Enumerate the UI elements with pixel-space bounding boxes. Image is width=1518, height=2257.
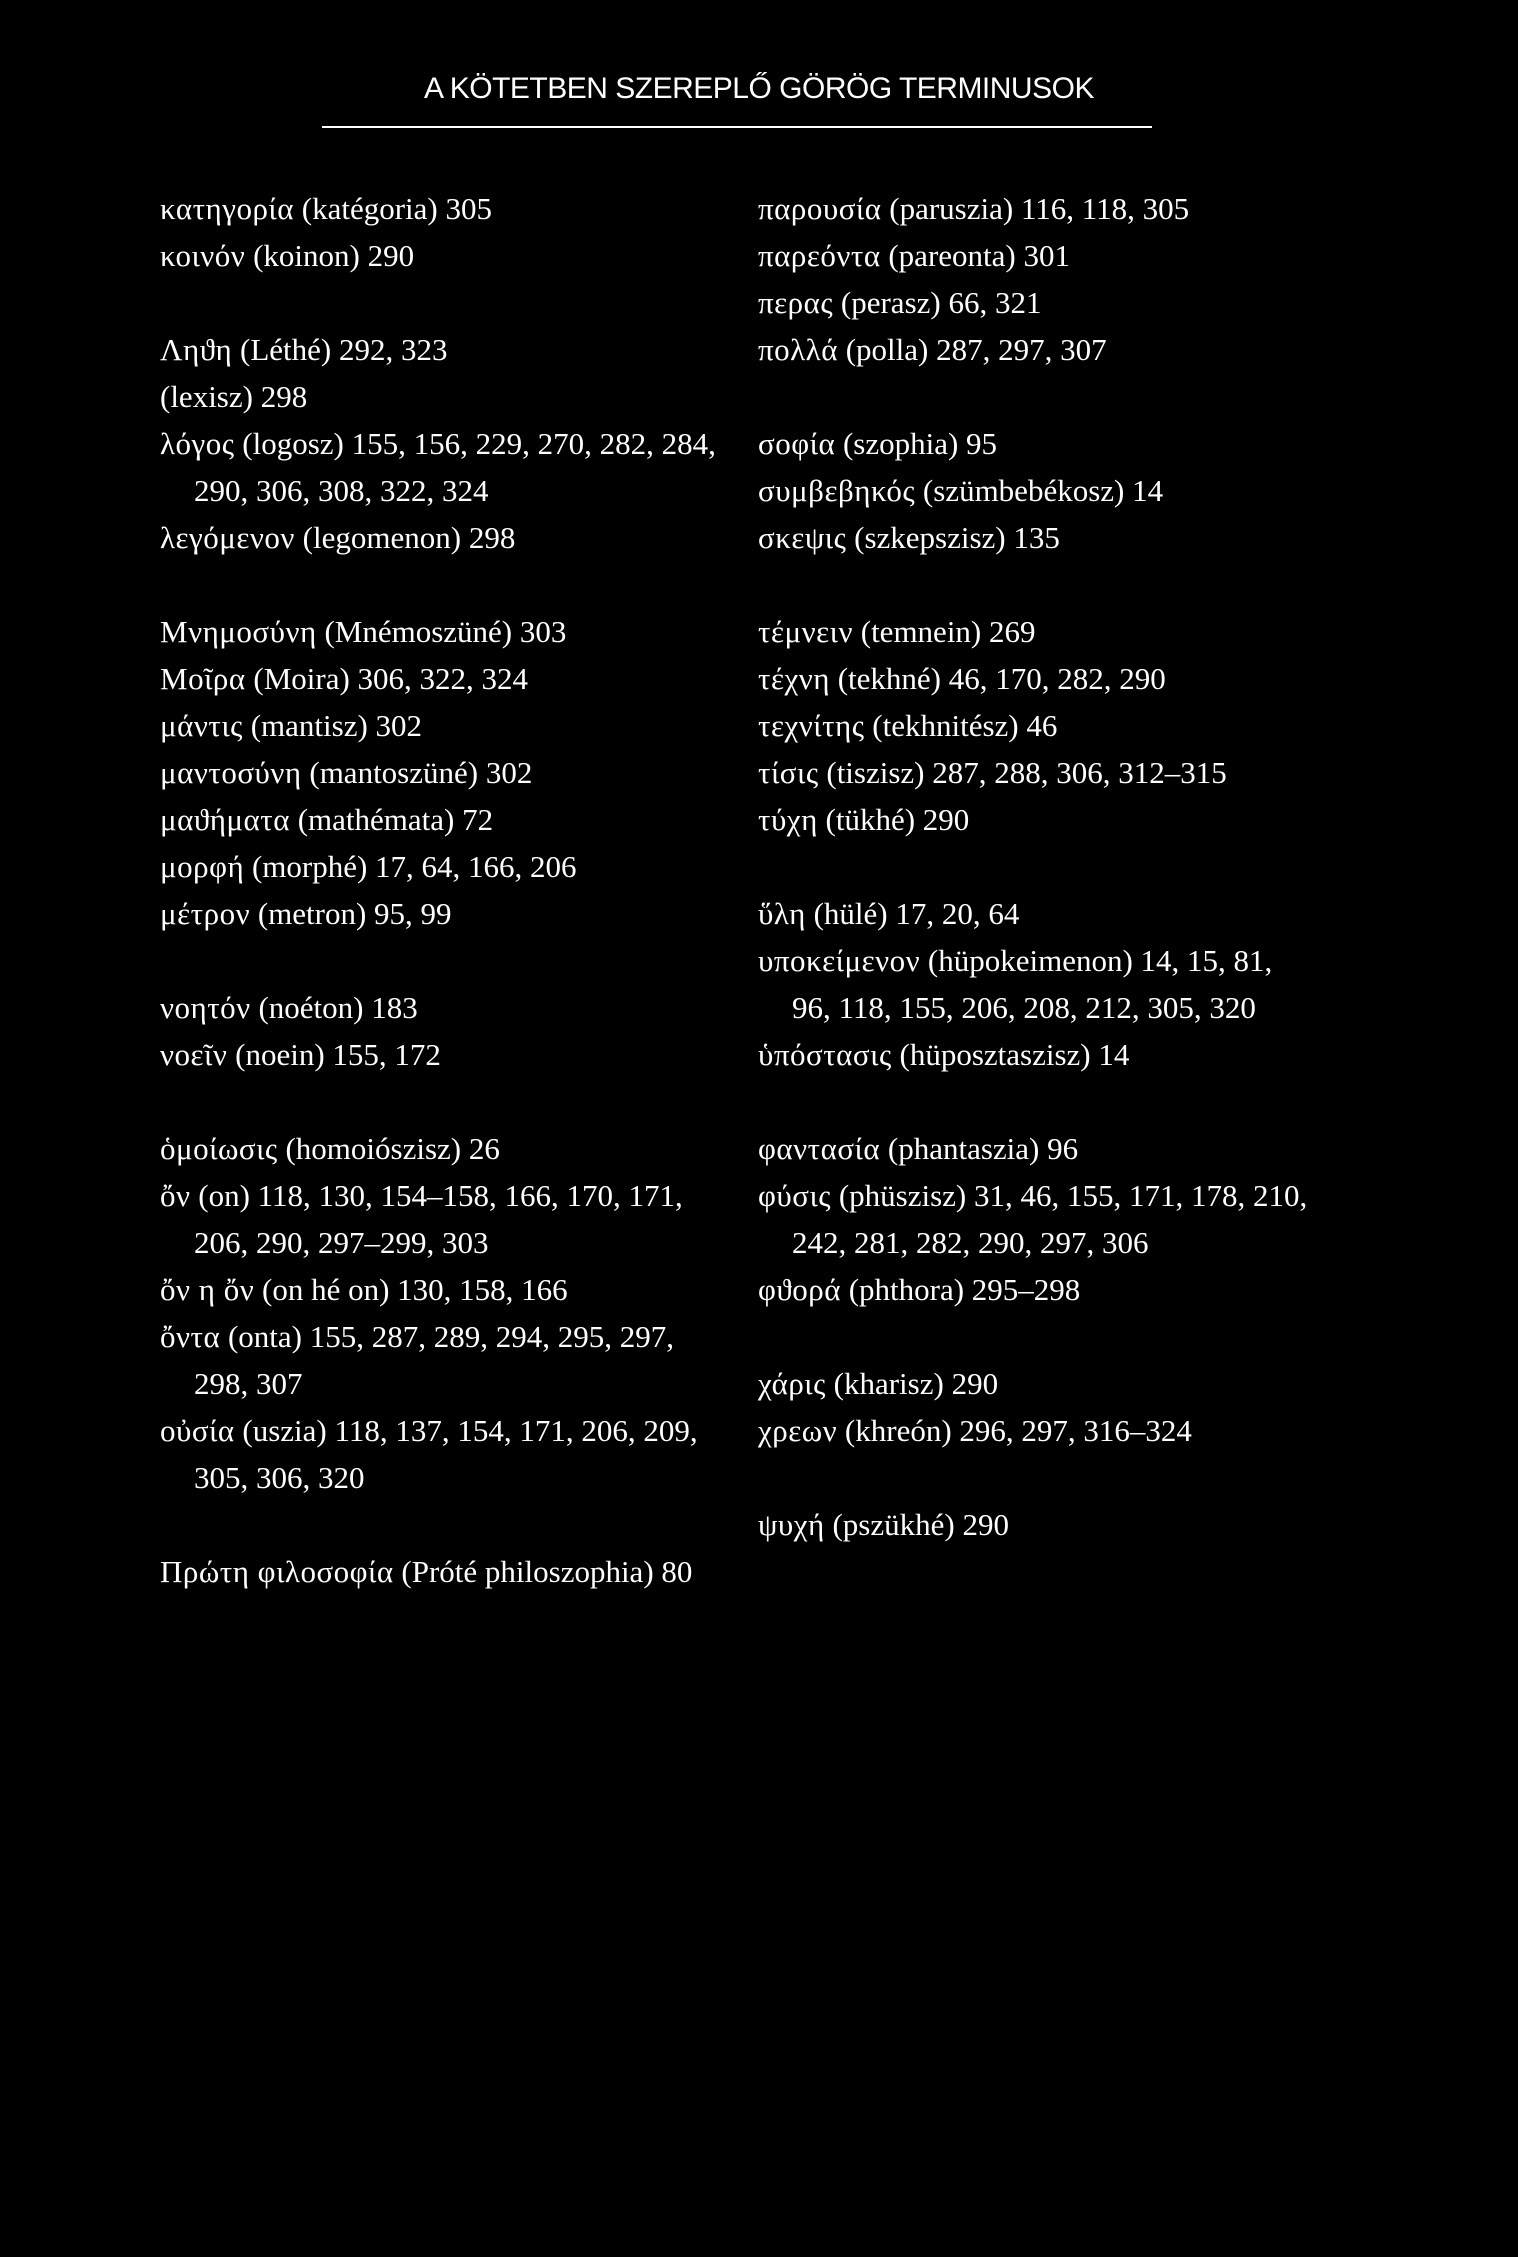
index-entry [160, 1266, 720, 1313]
greek-term: λόγος [160, 426, 235, 461]
entry-details: (katégoria) 305 [294, 191, 492, 226]
index-entry [160, 326, 720, 373]
index-entry [758, 420, 1318, 467]
entry-details: (mathémata) 72 [289, 802, 494, 837]
greek-term: ὑπόστασις [758, 1037, 892, 1072]
index-entry [160, 1407, 720, 1501]
entry-details: (paruszia) 116, 118, 305 [881, 191, 1190, 226]
entry-details: (szümbebékosz) 14 [915, 473, 1164, 508]
index-entry [160, 984, 720, 1031]
index-entry [160, 1313, 720, 1407]
greek-term: κοινόν [160, 238, 246, 273]
index-entry [160, 232, 720, 279]
greek-term: ὄν η ὄν [160, 1272, 255, 1307]
greek-term: σοφία [758, 426, 836, 461]
greek-term: μάντις [160, 708, 243, 743]
greek-term: ὄντα [160, 1319, 221, 1354]
entry-details: (lexisz) 298 [160, 379, 308, 414]
greek-term: σκεψις [758, 520, 847, 555]
greek-term: νοεῖν [160, 1037, 228, 1072]
entry-details: (Moira) 306, 322, 324 [245, 661, 529, 696]
greek-term: φύσις [758, 1178, 832, 1213]
entry-details: (phthora) 295–298 [840, 1272, 1081, 1307]
index-entry [758, 1172, 1318, 1266]
index-entry [160, 702, 720, 749]
index-entry [160, 514, 720, 561]
index-entry [160, 890, 720, 937]
greek-term: νοητόν [160, 990, 251, 1025]
entry-details: (logosz) 155, 156, 229, 270, 282, 284, 290, 306, 308, 322, 324 [194, 426, 716, 508]
index-entry [758, 937, 1318, 1031]
greek-term: συμβεβηκός [758, 473, 916, 508]
entry-details: (Próté philoszophia) 80 [393, 1554, 693, 1589]
greek-term: τύχη [758, 802, 818, 837]
index-entry [758, 1031, 1318, 1078]
greek-term: τίσις [758, 755, 819, 790]
entry-details: (Léthé) 292, 323 [232, 332, 448, 367]
greek-term: τέχνη [758, 661, 830, 696]
entry-details: (mantisz) 302 [242, 708, 423, 743]
greek-term: φαντασία [758, 1131, 881, 1166]
index-entry [758, 279, 1318, 326]
entry-details: (legomenon) 298 [294, 520, 516, 555]
greek-term: οὐσία [160, 1413, 235, 1448]
index-entry [160, 843, 720, 890]
greek-term: ὄν [160, 1178, 191, 1213]
index-entry [758, 514, 1318, 561]
entry-details: (hülé) 17, 20, 64 [805, 896, 1020, 931]
entry-details: (tekhnitész) 46 [864, 708, 1058, 743]
entry-details: (kharisz) 290 [825, 1366, 999, 1401]
greek-term: κατηγορία [160, 191, 295, 226]
index-entry [160, 1031, 720, 1078]
entry-details: (uszia) 118, 137, 154, 171, 206, 209, 305, 306, 320 [194, 1413, 698, 1495]
index-entry [160, 1172, 720, 1266]
index-entry [758, 1407, 1318, 1454]
entry-details: (perasz) 66, 321 [833, 285, 1042, 320]
greek-term: μορφή [160, 849, 245, 884]
index-entry [160, 1125, 720, 1172]
entry-details: (hüposztaszisz) 14 [891, 1037, 1130, 1072]
index-entry [758, 1266, 1318, 1313]
index-entry [160, 373, 720, 420]
entry-details: (szkepszisz) 135 [846, 520, 1060, 555]
greek-term: παρουσία [758, 191, 882, 226]
greek-term: φϑορά [758, 1272, 841, 1307]
greek-term: λεγόμενον [160, 520, 295, 555]
greek-term: περας [758, 285, 834, 320]
entry-details: (koinon) 290 [245, 238, 415, 273]
entry-details: (noéton) 183 [250, 990, 418, 1025]
index-entry [758, 232, 1318, 279]
index-entry [758, 655, 1318, 702]
entry-details: (szophia) 95 [835, 426, 998, 461]
greek-term: τέμνειν [758, 614, 853, 649]
index-entry [758, 796, 1318, 843]
entry-details: (tükhé) 290 [817, 802, 970, 837]
index-entry [758, 1125, 1318, 1172]
entry-details: (phüszisz) 31, 46, 155, 171, 178, 210, 242, 281, 282, 290, 297, 306 [792, 1178, 1308, 1260]
entry-details: (Mnémoszüné) 303 [316, 614, 567, 649]
index-entry [758, 749, 1318, 796]
greek-term: υποκείμενον [758, 943, 921, 978]
greek-term: μαντοσύνη [160, 755, 302, 790]
index-entry [758, 1501, 1318, 1548]
index-entry [160, 608, 720, 655]
greek-term: ὕλη [758, 896, 806, 931]
greek-term: μέτρον [160, 896, 251, 931]
entry-details: (pareonta) 301 [880, 238, 1070, 273]
entry-details: (on hé on) 130, 158, 166 [254, 1272, 568, 1307]
entry-details: (noein) 155, 172 [227, 1037, 441, 1072]
greek-term: Πρώτη φιλοσοφία [160, 1554, 394, 1589]
index-entry [758, 467, 1318, 514]
entry-details: (on) 118, 130, 154–158, 166, 170, 171, 206, 290, 297–299, 303 [190, 1178, 683, 1260]
entry-details: (polla) 287, 297, 307 [837, 332, 1107, 367]
index-entry [160, 749, 720, 796]
entry-details: (pszükhé) 290 [824, 1507, 1009, 1542]
greek-term: πολλά [758, 332, 838, 367]
entry-details: (phantaszia) 96 [880, 1131, 1079, 1166]
greek-term: Μνημοσύνη [160, 614, 317, 649]
index-entry [160, 655, 720, 702]
entry-details: (tiszisz) 287, 288, 306, 312–315 [818, 755, 1227, 790]
index-entry [160, 420, 720, 514]
index-entry [160, 796, 720, 843]
greek-term: χρεων [758, 1413, 838, 1448]
index-column-left [160, 185, 720, 1595]
greek-term: χάρις [758, 1366, 826, 1401]
greek-term: παρεόντα [758, 238, 881, 273]
index-entry [160, 1548, 720, 1595]
index-entry [758, 890, 1318, 937]
header-rule [322, 126, 1152, 128]
greek-term: Ληϑη [160, 332, 233, 367]
greek-term: Μοῖρα [160, 661, 246, 696]
entry-details: (temnein) 269 [853, 614, 1036, 649]
entry-details: (tekhné) 46, 170, 282, 290 [829, 661, 1166, 696]
index-entry [758, 608, 1318, 655]
entry-details: (hüpokeimenon) 14, 15, 81, 96, 118, 155, 206, 208, 212, 305, 320 [792, 943, 1273, 1025]
entry-details: (onta) 155, 287, 289, 294, 295, 297, 298, 307 [194, 1319, 674, 1401]
entry-details: (morphé) 17, 64, 166, 206 [244, 849, 577, 884]
entry-details: (metron) 95, 99 [250, 896, 452, 931]
index-entry [758, 326, 1318, 373]
greek-term: μαϑήματα [160, 802, 290, 837]
entry-details: (mantoszüné) 302 [301, 755, 533, 790]
index-entry [160, 185, 720, 232]
greek-term: ψυχή [758, 1507, 825, 1542]
page-header: A KÖTETBEN SZEREPLŐ GÖRÖG TERMINUSOK [424, 72, 1094, 105]
index-entry [758, 702, 1318, 749]
entry-details: (khreón) 296, 297, 316–324 [837, 1413, 1192, 1448]
index-entry [758, 185, 1318, 232]
entry-details: (homoiószisz) 26 [277, 1131, 500, 1166]
index-entry [758, 1360, 1318, 1407]
index-column-right [758, 185, 1318, 1548]
greek-term: τεχνίτης [758, 708, 865, 743]
greek-term: ὁμοίωσις [160, 1131, 278, 1166]
